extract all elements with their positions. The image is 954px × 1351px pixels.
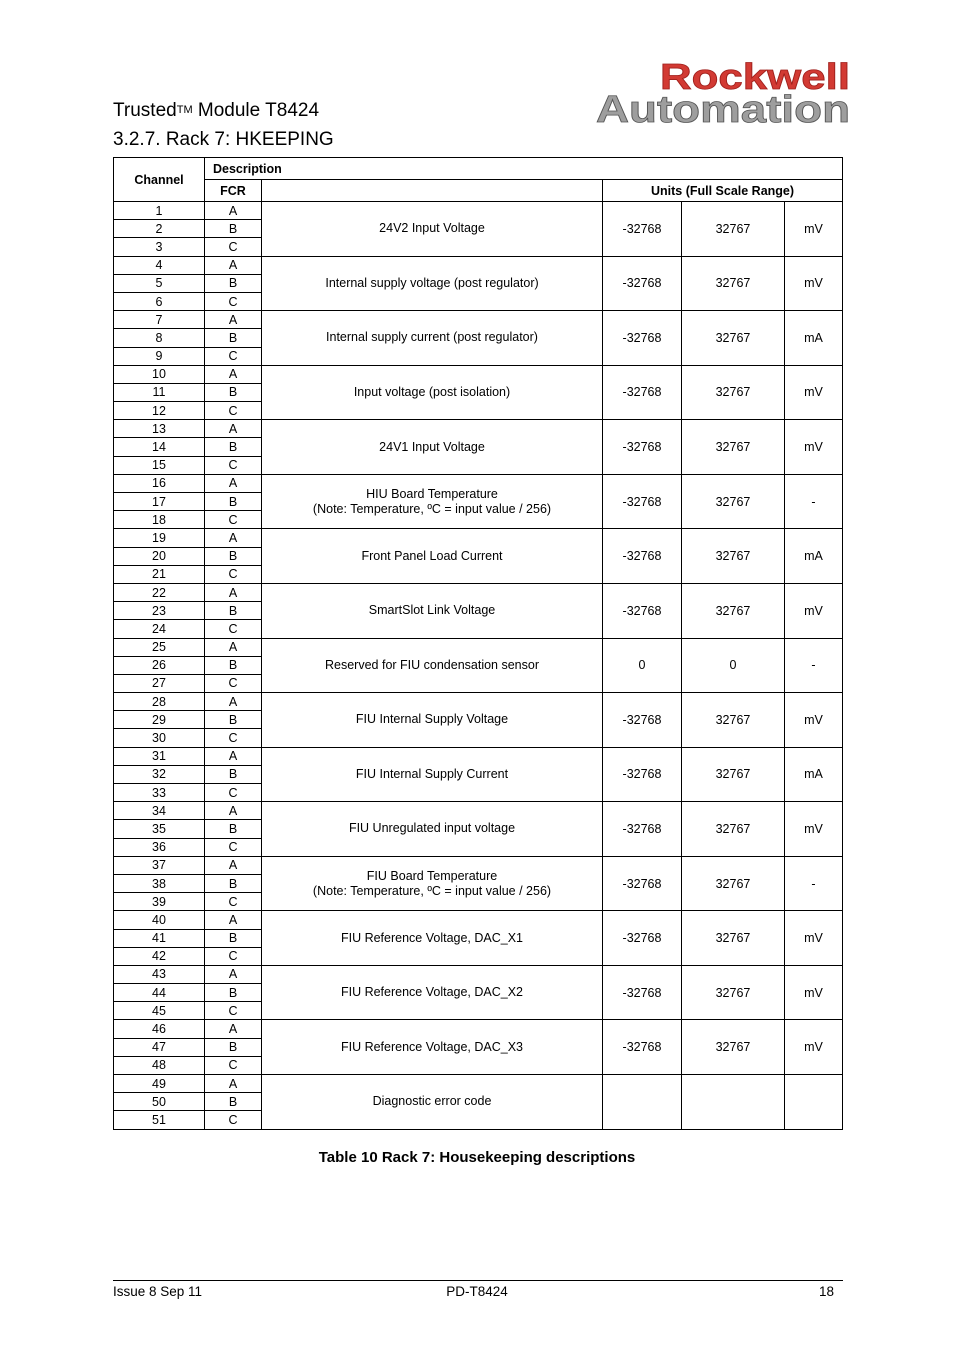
fcr-cell: B [205,765,262,783]
description-line: 24V2 Input Voltage [379,221,485,236]
description-line: Internal supply voltage (post regulator) [325,275,539,290]
description-cell [262,583,603,638]
range-max-cell: 32767 [682,693,785,748]
table-row [114,693,843,711]
fcr-cell: C [205,238,262,256]
description-line: Diagnostic error code [372,1094,492,1109]
channel-cell: 49 [114,1075,205,1093]
channel-cell: 7 [114,311,205,329]
footer-issue: Issue 8 Sep 11 [113,1284,203,1299]
description-line: FIU Internal Supply Voltage [355,712,509,727]
fcr-cell: C [205,838,262,856]
channel-cell: 4 [114,256,205,274]
fcr-cell: B [205,329,262,347]
description-cell [262,365,603,420]
range-min-cell: -32768 [603,1020,682,1075]
description-line: SmartSlot Link Voltage [368,603,496,618]
range-max-cell: 32767 [682,802,785,857]
channel-cell: 11 [114,383,205,401]
fcr-cell: C [205,784,262,802]
description-line: FIU Unregulated input voltage [348,821,516,836]
fcr-cell: B [205,493,262,511]
unit-cell: mA [785,747,843,802]
fcr-cell: C [205,565,262,583]
unit-cell: mV [785,693,843,748]
unit-cell: mA [785,529,843,584]
description-cell [262,474,603,529]
section-title: 3.2.7. Rack 7: HKEEPING [113,129,334,150]
module-title [113,100,319,122]
table-row [114,638,843,656]
fcr-cell: A [205,1075,262,1093]
channel-cell: 12 [114,402,205,420]
fcr-cell: C [205,620,262,638]
range-max-cell: 32767 [682,311,785,366]
units-header: Units (Full Scale Range) [603,180,843,202]
rockwell-automation-logo [596,60,852,124]
channel-cell: 9 [114,347,205,365]
unit-cell: mV [785,1020,843,1075]
channel-cell: 36 [114,838,205,856]
range-min-cell: -32768 [603,311,682,366]
fcr-cell: B [205,656,262,674]
fcr-cell: B [205,874,262,892]
channel-cell: 18 [114,511,205,529]
fcr-cell: B [205,274,262,292]
channel-cell: 34 [114,802,205,820]
range-min-cell: -32768 [603,256,682,311]
description-cell [262,420,603,475]
channel-cell: 22 [114,583,205,601]
channel-cell: 6 [114,292,205,310]
description-cell [262,256,603,311]
channel-cell: 47 [114,1038,205,1056]
module-name: Module T8424 [192,100,320,121]
range-max-cell: 32767 [682,747,785,802]
fcr-cell: A [205,856,262,874]
fcr-cell: B [205,438,262,456]
channel-cell: 1 [114,202,205,220]
range-min-cell: -32768 [603,583,682,638]
channel-cell: 17 [114,493,205,511]
fcr-cell: A [205,256,262,274]
fcr-cell: C [205,1056,262,1074]
range-max-cell: 32767 [682,202,785,257]
fcr-cell: A [205,747,262,765]
fcr-cell: B [205,547,262,565]
range-min-cell: -32768 [603,747,682,802]
description-note: (Note: Temperature, ºC = input value / 256) [312,501,552,516]
channel-cell: 43 [114,965,205,983]
description-cell [262,1075,603,1130]
table-row [114,747,843,765]
range-max-cell: 32767 [682,583,785,638]
fcr-cell: B [205,711,262,729]
description-cell [262,311,603,366]
channel-cell: 30 [114,729,205,747]
range-min-cell: -32768 [603,856,682,911]
unit-cell: mV [785,965,843,1020]
description-line: Front Panel Load Current [361,548,503,563]
channel-cell: 29 [114,711,205,729]
fcr-cell: C [205,674,262,692]
table-row [114,965,843,983]
channel-cell: 25 [114,638,205,656]
description-cell [262,856,603,911]
fcr-cell: B [205,1038,262,1056]
fcr-cell: A [205,638,262,656]
channel-cell: 45 [114,1002,205,1020]
channel-cell: 20 [114,547,205,565]
description-line: FIU Board Temperature [366,868,498,883]
fcr-cell: C [205,347,262,365]
channel-cell: 35 [114,820,205,838]
range-min-cell: -32768 [603,202,682,257]
subheader-row [114,180,843,202]
channel-cell: 13 [114,420,205,438]
range-min-cell: -32768 [603,802,682,857]
footer-rule [113,1280,843,1281]
unit-cell: - [785,474,843,529]
range-min-cell: -32768 [603,474,682,529]
fcr-cell: B [205,602,262,620]
unit-cell [785,1075,843,1130]
fcr-cell: A [205,583,262,601]
fcr-cell: C [205,1111,262,1129]
unit-cell: - [785,638,843,693]
channel-cell: 41 [114,929,205,947]
fcr-cell: B [205,1093,262,1111]
channel-cell: 15 [114,456,205,474]
description-header: Description [205,158,843,180]
table-row [114,474,843,492]
header-row [114,158,843,180]
channel-cell: 14 [114,438,205,456]
description-line: 24V1 Input Voltage [379,439,485,454]
fcr-cell: A [205,365,262,383]
channel-cell: 5 [114,274,205,292]
fcr-cell: C [205,511,262,529]
fcr-cell: C [205,893,262,911]
channel-cell: 21 [114,565,205,583]
logo-line-automation: Automation [596,89,850,124]
footer-doc-number: PD-T8424 [446,1284,508,1299]
range-min-cell: 0 [603,638,682,693]
unit-cell: mV [785,202,843,257]
description-cell [262,693,603,748]
housekeeping-table [113,157,843,1130]
table-row [114,365,843,383]
description-line: FIU Reference Voltage, DAC_X1 [340,930,524,945]
trademark-mark: TM [176,104,193,116]
channel-cell: 48 [114,1056,205,1074]
table-row [114,420,843,438]
unit-cell: mV [785,911,843,966]
range-max-cell: 32767 [682,256,785,311]
fcr-cell: C [205,1002,262,1020]
table-row [114,1020,843,1038]
unit-cell: mV [785,420,843,475]
range-min-cell: -32768 [603,911,682,966]
range-min-cell [603,1075,682,1130]
range-min-cell: -32768 [603,529,682,584]
unit-cell: mV [785,802,843,857]
description-line: FIU Reference Voltage, DAC_X3 [340,1039,524,1054]
range-min-cell: -32768 [603,420,682,475]
channel-cell: 38 [114,874,205,892]
range-max-cell: 0 [682,638,785,693]
range-min-cell: -32768 [603,365,682,420]
channel-cell: 16 [114,474,205,492]
range-max-cell: 32767 [682,474,785,529]
table-row [114,911,843,929]
fcr-cell: C [205,402,262,420]
channel-cell: 44 [114,984,205,1002]
footer-page-number: 18 [818,1284,834,1299]
channel-header: Channel [114,158,205,202]
description-line: Internal supply current (post regulator) [326,330,538,345]
fcr-cell: A [205,965,262,983]
range-max-cell: 32767 [682,856,785,911]
table-row [114,202,843,220]
fcr-cell: A [205,474,262,492]
channel-cell: 31 [114,747,205,765]
table-row [114,311,843,329]
channel-cell: 40 [114,911,205,929]
unit-cell: mV [785,583,843,638]
fcr-cell: B [205,984,262,1002]
description-line: FIU Internal Supply Current [355,766,509,781]
table-caption: Table 10 Rack 7: Housekeeping descriptions [318,1149,636,1166]
fcr-header: FCR [205,180,262,202]
description-cell [262,747,603,802]
table-row [114,256,843,274]
range-max-cell [682,1075,785,1130]
table-body [114,202,843,1130]
fcr-cell: A [205,1020,262,1038]
fcr-cell: A [205,911,262,929]
channel-cell: 42 [114,947,205,965]
fcr-cell: C [205,729,262,747]
channel-cell: 50 [114,1093,205,1111]
range-max-cell: 32767 [682,965,785,1020]
fcr-cell: C [205,947,262,965]
product-name: Trusted [113,100,177,121]
description-cell [262,911,603,966]
description-cell [262,965,603,1020]
unit-cell: mV [785,365,843,420]
channel-cell: 26 [114,656,205,674]
description-cell [262,1020,603,1075]
channel-cell: 46 [114,1020,205,1038]
range-max-cell: 32767 [682,420,785,475]
unit-cell: mA [785,311,843,366]
channel-cell: 8 [114,329,205,347]
channel-cell: 51 [114,1111,205,1129]
description-line: Reserved for FIU condensation sensor [325,657,539,672]
channel-cell: 23 [114,602,205,620]
fcr-cell: B [205,929,262,947]
channel-cell: 27 [114,674,205,692]
fcr-cell: A [205,202,262,220]
description-blank-header [262,180,603,202]
unit-cell: - [785,856,843,911]
range-max-cell: 32767 [682,365,785,420]
fcr-cell: C [205,292,262,310]
table-row [114,856,843,874]
table-row [114,529,843,547]
fcr-cell: A [205,802,262,820]
fcr-cell: A [205,311,262,329]
logo-line-rockwell: Rockwell [660,60,850,97]
channel-cell: 33 [114,784,205,802]
description-note: (Note: Temperature, ºC = input value / 256) [312,883,552,898]
description-line: FIU Reference Voltage, DAC_X2 [340,985,524,1000]
table-row [114,583,843,601]
fcr-cell: B [205,820,262,838]
fcr-cell: B [205,220,262,238]
description-line: HIU Board Temperature [366,486,498,501]
description-cell [262,802,603,857]
fcr-cell: A [205,693,262,711]
channel-cell: 2 [114,220,205,238]
description-line: Input voltage (post isolation) [353,384,511,399]
fcr-cell: B [205,383,262,401]
fcr-cell: A [205,420,262,438]
description-cell [262,202,603,257]
channel-cell: 24 [114,620,205,638]
range-min-cell: -32768 [603,693,682,748]
table-row [114,1075,843,1093]
description-cell [262,638,603,693]
channel-cell: 39 [114,893,205,911]
channel-cell: 28 [114,693,205,711]
table-row [114,802,843,820]
fcr-cell: C [205,456,262,474]
range-max-cell: 32767 [682,1020,785,1075]
range-min-cell: -32768 [603,965,682,1020]
channel-cell: 32 [114,765,205,783]
range-max-cell: 32767 [682,911,785,966]
channel-cell: 10 [114,365,205,383]
channel-cell: 3 [114,238,205,256]
unit-cell: mV [785,256,843,311]
channel-cell: 37 [114,856,205,874]
channel-cell: 19 [114,529,205,547]
fcr-cell: A [205,529,262,547]
range-max-cell: 32767 [682,529,785,584]
description-cell [262,529,603,584]
